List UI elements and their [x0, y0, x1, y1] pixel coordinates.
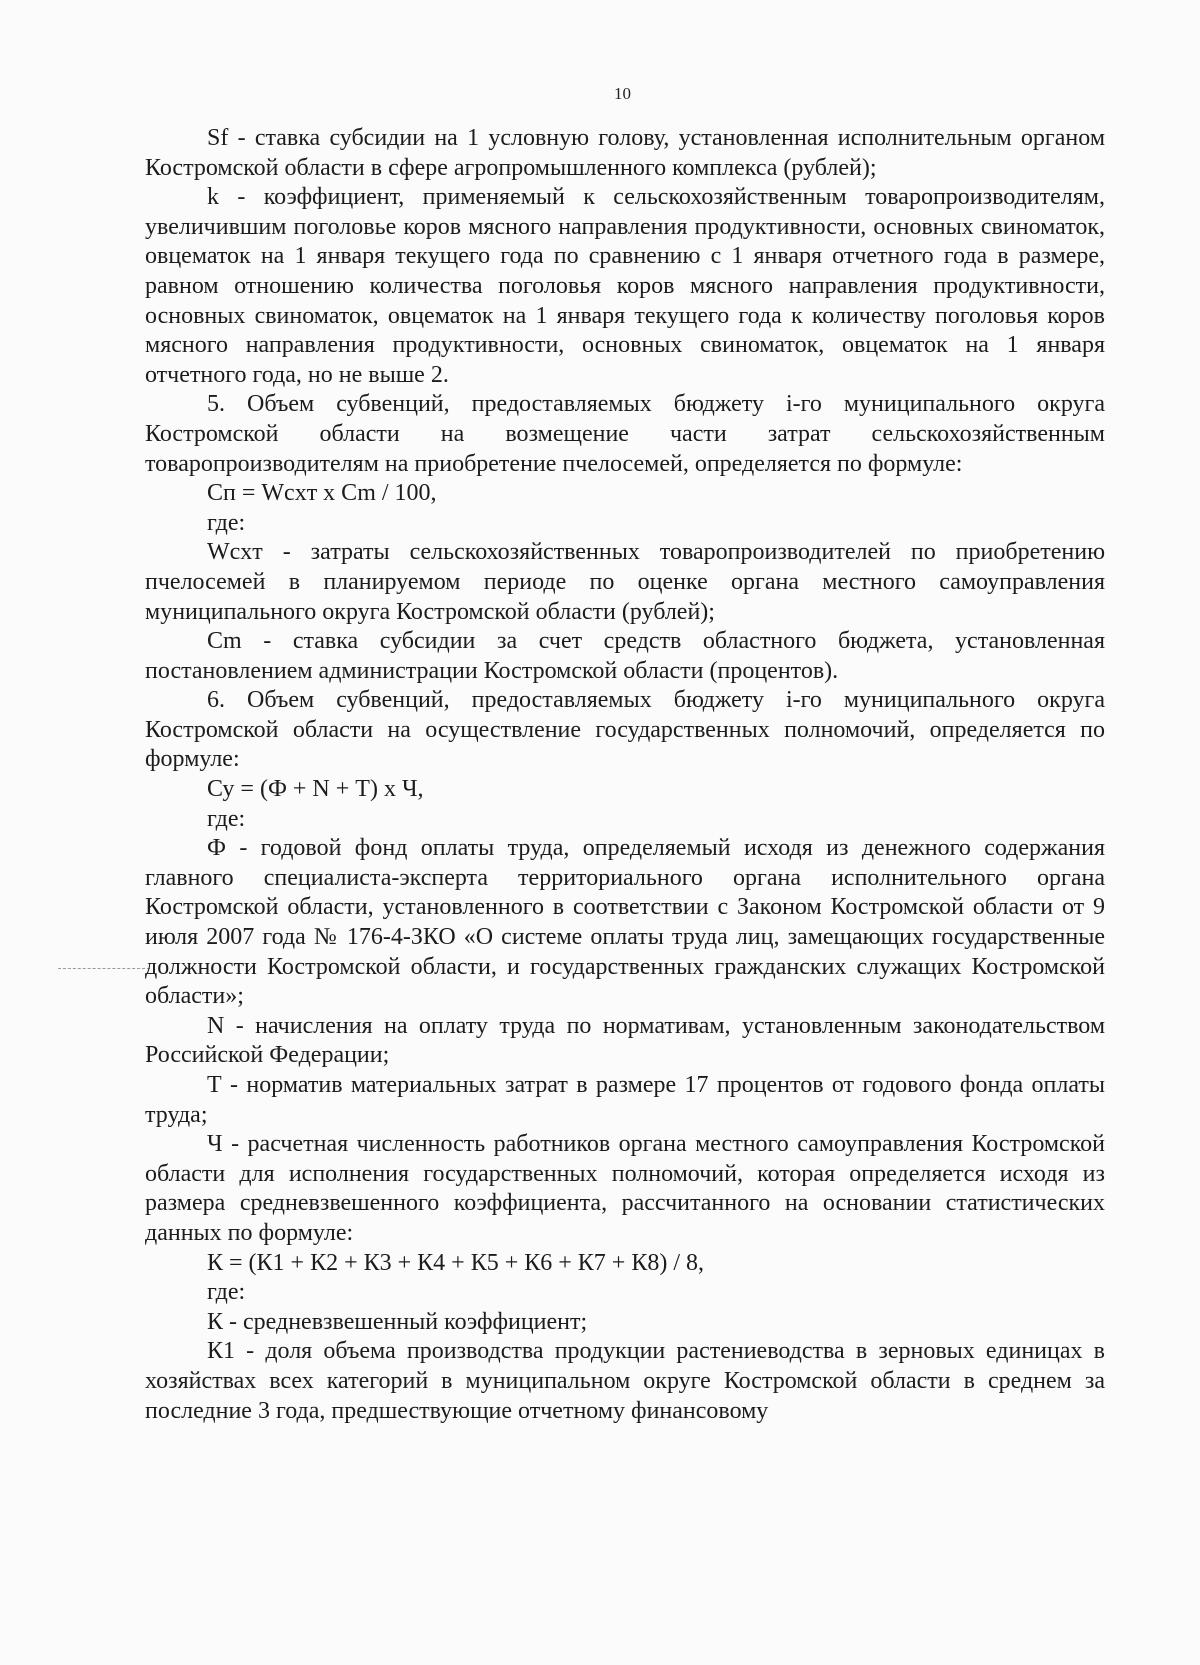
definition-k-weighted: К - средневзвешенный коэффициент; [207, 1308, 588, 1335]
definition-k1: К1 - доля объема производства продукции растениеводства в зерновых единицах в хозяйствах всех категорий в муниципальном округе Костромской области в среднем за последние 3 года, предшествующие отчетному финансовому [145, 1338, 1105, 1424]
clause-6-intro: 6. Объем субвенций, предоставляемых бюджету i-го муниципального округа Костромской области на осуществление государственных полномочий, определяется по формуле: [145, 687, 1105, 773]
definition-n: N - начисления на оплату труда по нормативам, установленным законодательством Российской Федерации; [145, 1012, 1105, 1069]
scan-artifact-line [58, 968, 150, 969]
definition-cm: Cm - ставка субсидии за счет средств областного бюджета, установленная постановлением администрации Костромской области (процентов). [145, 628, 1105, 684]
page-number: 10 [614, 84, 631, 103]
formula-k: К = (К1 + К2 + К3 + К4 + К5 + К6 + К7 + К8) / 8, [207, 1249, 705, 1276]
clause-5-intro: 5. Объем субвенций, предоставляемых бюджету i-го муниципального округа Костромской области на возмещение части затрат сельскохозяйственным товаропроизводителям на приобретение пчелосемей, определяется по формуле: [145, 391, 1105, 477]
definition-sf: Sf - ставка субсидии на 1 условную голову, установленная исполнительным органом Костромской области в сфере агропромышленного комплекса (рублей); [145, 125, 1105, 181]
where-label: где: [207, 1279, 246, 1306]
definition-wcxt: Wcxт - затраты сельскохозяйственных товаропроизводителей по приобретению пчелосемей в планируемом периоде по оценке органа местного самоуправления муниципального округа Костромской области (рублей); [145, 539, 1105, 625]
definition-ch: Ч - расчетная численность работников органа местного самоуправления Костромской области для исполнения государственных полномочий, которая определяется исходя из размера средневзвешенного коэффициента, рассчитанного на основании статистических данных по формуле: [145, 1131, 1105, 1246]
where-label: где: [207, 805, 246, 832]
definition-t: Т - норматив материальных затрат в размере 17 процентов от годового фонда оплаты труда; [145, 1072, 1105, 1128]
formula-sp: Сп = Wcxт х Cm / 100, [207, 480, 437, 507]
definition-f: Ф - годовой фонд оплаты труда, определяемый исходя из денежного содержания главного специалиста-эксперта территориального органа исполнительного органа Костромской области, установленного в соответствии с Законом Костромской области от 9 июля 2007 года № 176-4-ЗКО «О системе оплаты труда лиц, замещающих государственные должности Костромской области, и государственных гражданских служащих Костромской области»; [145, 835, 1105, 1010]
where-label: где: [207, 509, 246, 536]
formula-su: Су = (Ф + N + Т) х Ч, [207, 776, 424, 803]
document-body [145, 124, 1105, 1426]
definition-k: k - коэффициент, применяемый к сельскохозяйственным товаропроизводителям, увеличившим поголовье коров мясного направления продуктивности, основных свиноматок, овцематок на 1 января текущего года по сравнению с 1 января отчетного года в размере, равном отношению количества поголовья коров мясного направления продуктивности, основных свиноматок, овцематок на 1 января текущего года к количеству поголовья коров мясного направления продуктивности, основных свиноматок, овцематок на 1 января отчетного года, но не выше 2. [145, 184, 1105, 388]
